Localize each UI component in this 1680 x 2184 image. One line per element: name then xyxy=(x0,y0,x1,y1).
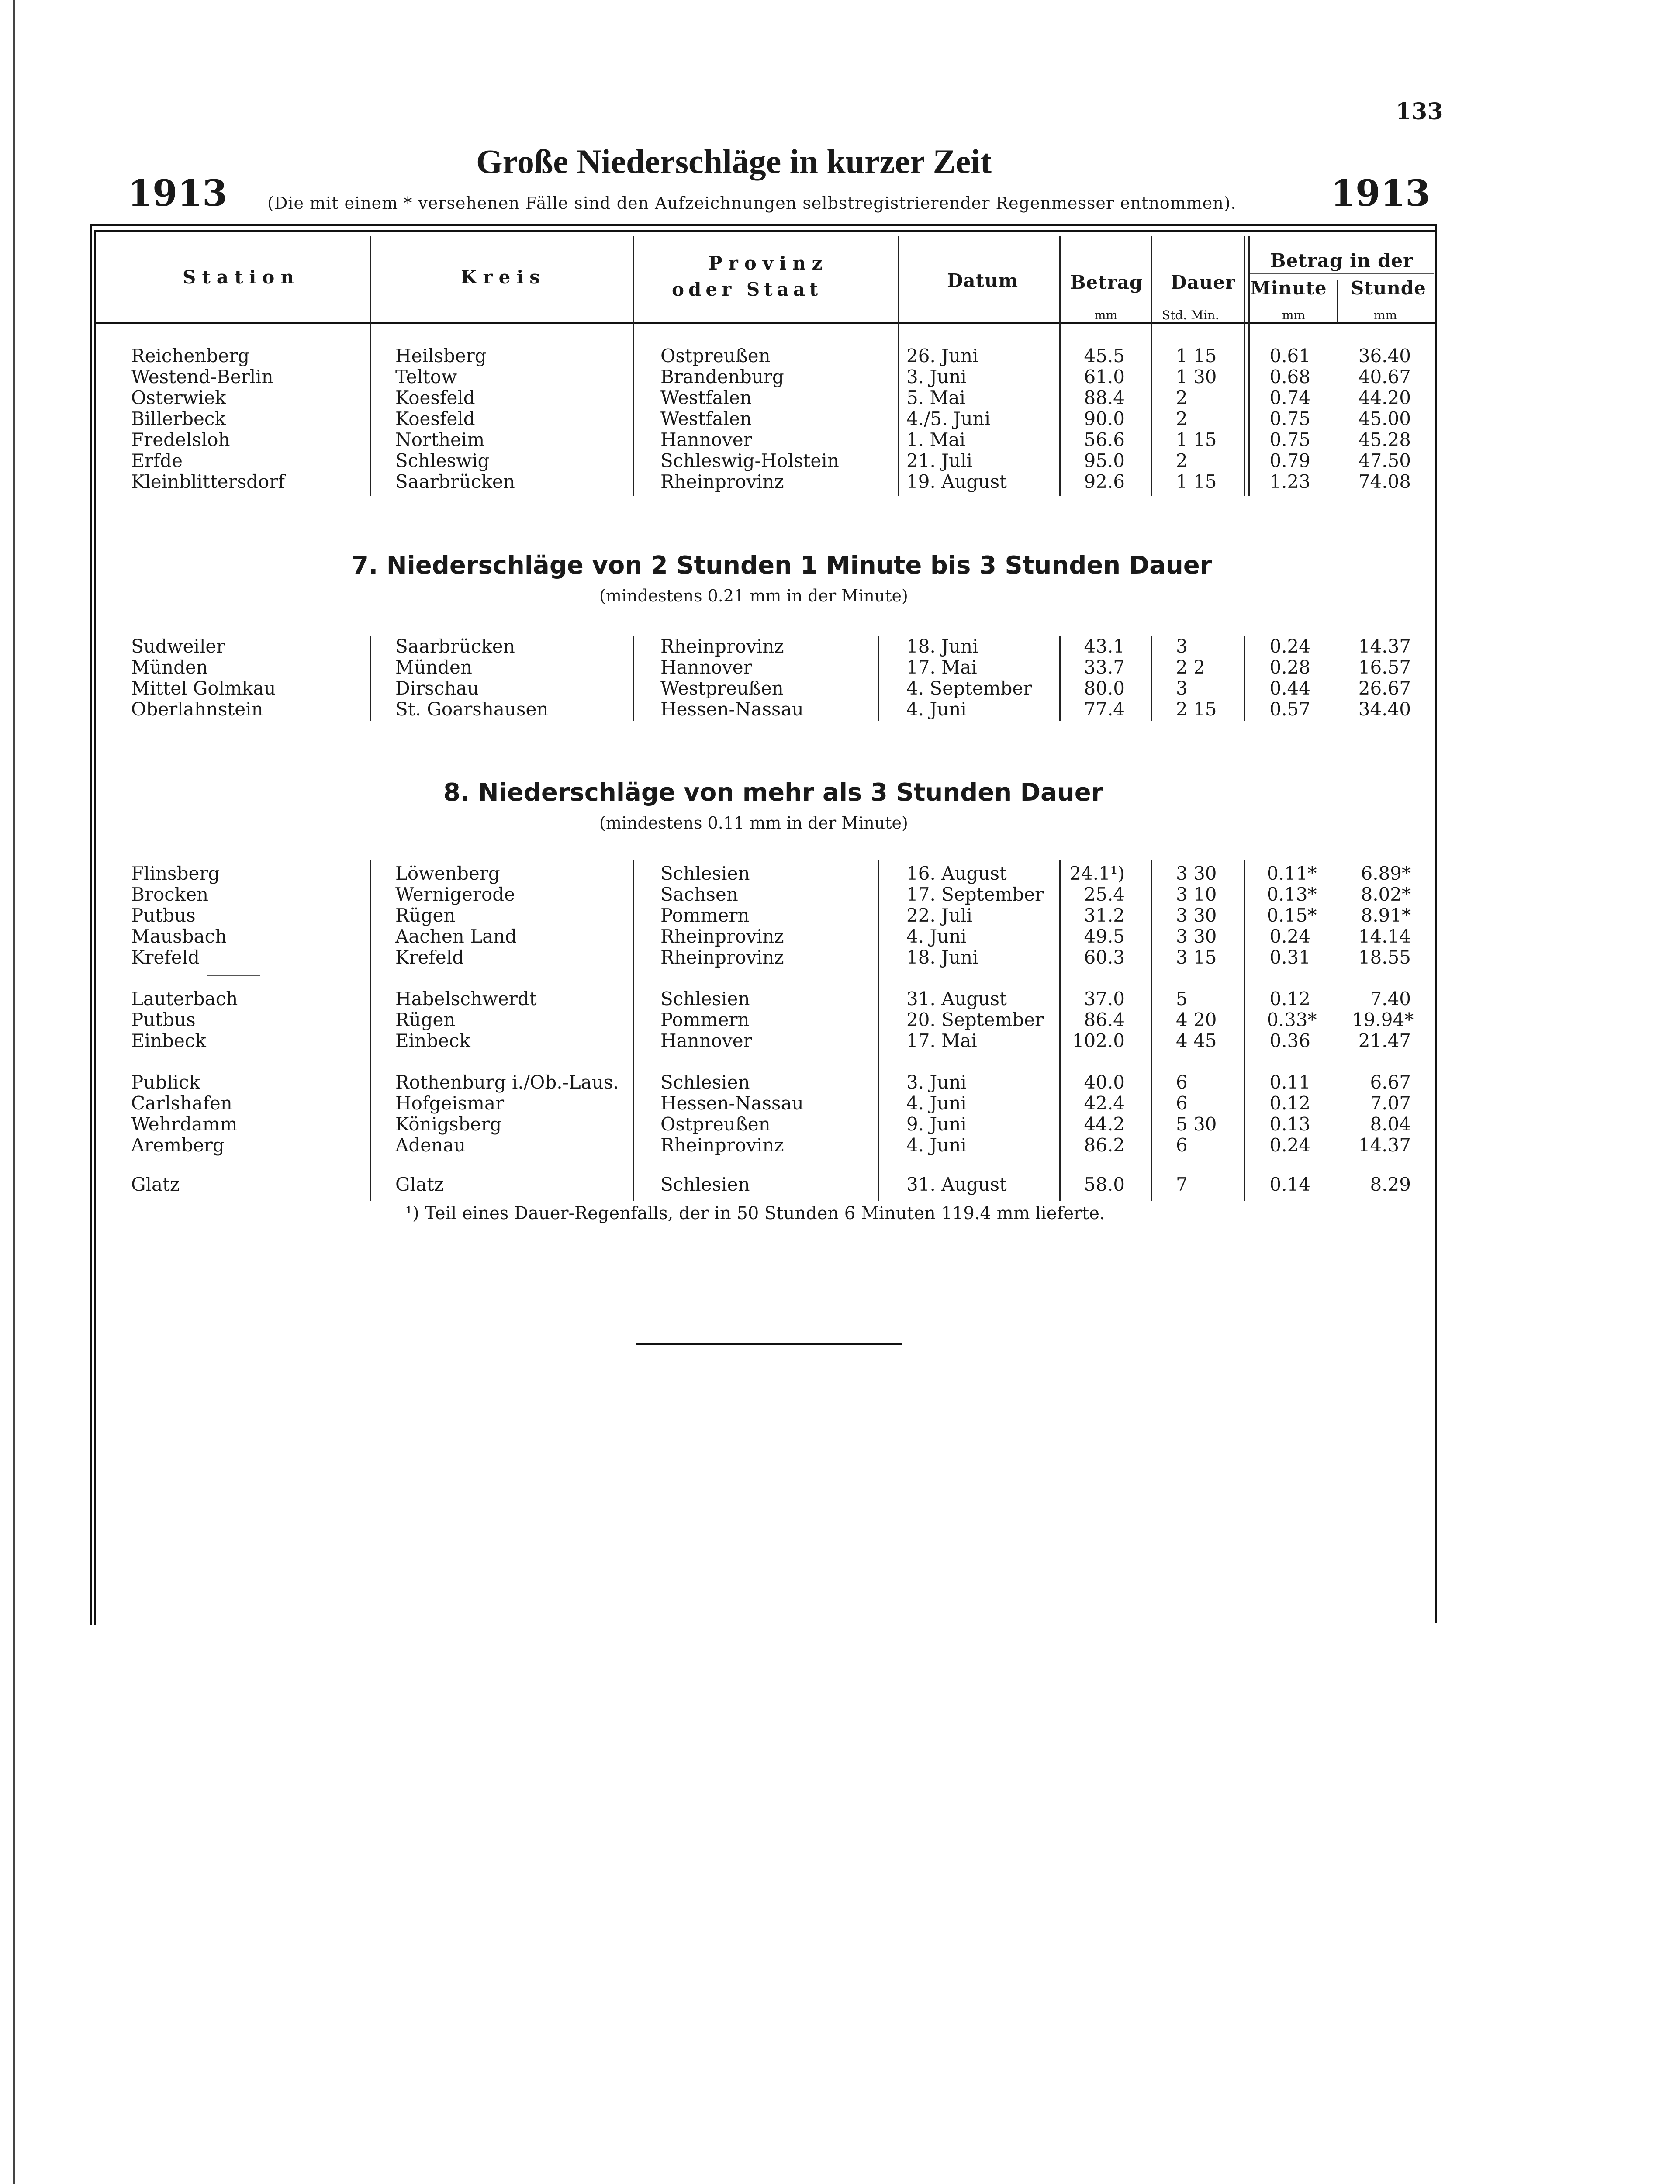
cell-dauer: 3 xyxy=(1176,677,1188,699)
cell-stunde: 7.07 xyxy=(1370,1092,1411,1114)
cell-station: Putbus xyxy=(131,1009,196,1030)
col-rule-dauer-a xyxy=(1244,236,1245,496)
cell-kreis: Schleswig xyxy=(395,450,490,471)
cell-kreis: Aachen Land xyxy=(395,926,517,947)
header-stunde-unit: mm xyxy=(1374,308,1397,322)
cell-minute: 0.11 xyxy=(1269,1071,1310,1093)
cell-kreis: Rügen xyxy=(395,1009,456,1030)
cell-provinz: Rheinprovinz xyxy=(660,636,784,657)
cell-datum: 9. Juni xyxy=(906,1113,967,1135)
cell-stunde: 7.40 xyxy=(1370,988,1411,1009)
cell-betrag: 44.2 xyxy=(1084,1113,1125,1135)
cell-dauer: 3 10 xyxy=(1176,884,1217,905)
header-dauer: Dauer xyxy=(1171,272,1236,293)
col-rule xyxy=(370,860,371,1201)
cell-stunde: 6.67 xyxy=(1370,1071,1411,1093)
cell-kreis: Koesfeld xyxy=(395,387,475,408)
col-rule xyxy=(1244,860,1245,1201)
end-rule xyxy=(636,1343,902,1345)
col-rule xyxy=(370,636,371,721)
cell-stunde: 8.02* xyxy=(1361,884,1411,905)
section-8-subtitle: (mindestens 0.11 mm in der Minute) xyxy=(599,813,908,833)
col-rule xyxy=(633,860,634,1201)
cell-kreis: Hofgeismar xyxy=(395,1092,505,1114)
cell-betrag: 31.2 xyxy=(1084,905,1125,926)
cell-kreis: Saarbrücken xyxy=(395,636,515,657)
cell-provinz: Westfalen xyxy=(660,387,752,408)
page-subtitle: (Die mit einem * versehenen Fälle sind den Aufzeichnungen selbstregistrierender Regenmesser entnommen). xyxy=(267,194,1237,213)
cell-provinz: Ostpreußen xyxy=(660,345,771,366)
cell-stunde: 8.04 xyxy=(1370,1113,1411,1135)
cell-stunde: 45.00 xyxy=(1358,408,1411,429)
header-stunde: Stunde xyxy=(1351,277,1426,299)
cell-provinz: Schlesien xyxy=(660,1174,750,1195)
cell-dauer: 1 15 xyxy=(1176,471,1217,492)
cell-datum: 17. September xyxy=(906,884,1044,905)
group-separator xyxy=(207,975,260,976)
header-betrag: Betrag xyxy=(1070,272,1143,293)
cell-kreis: Dirschau xyxy=(395,677,479,699)
cell-provinz: Westfalen xyxy=(660,408,752,429)
cell-provinz: Rheinprovinz xyxy=(660,1134,784,1156)
cell-dauer: 3 xyxy=(1176,636,1188,657)
cell-dauer: 1 30 xyxy=(1176,366,1217,387)
cell-station: Münden xyxy=(131,657,208,678)
cell-betrag: 43.1 xyxy=(1084,636,1125,657)
cell-datum: 4. Juni xyxy=(906,1134,967,1156)
cell-station: Kleinblittersdorf xyxy=(131,471,285,492)
cell-dauer: 5 xyxy=(1176,988,1188,1009)
cell-betrag: 45.5 xyxy=(1084,345,1125,366)
cell-stunde: 16.57 xyxy=(1358,657,1411,678)
cell-provinz: Westpreußen xyxy=(660,677,784,699)
cell-datum: 4./5. Juni xyxy=(906,408,991,429)
cell-provinz: Rheinprovinz xyxy=(660,926,784,947)
cell-betrag: 90.0 xyxy=(1084,408,1125,429)
cell-betrag: 86.4 xyxy=(1084,1009,1125,1030)
cell-station: Glatz xyxy=(131,1174,180,1195)
header-kreis: Kreis xyxy=(461,266,546,288)
cell-provinz: Sachsen xyxy=(660,884,738,905)
cell-kreis: Northeim xyxy=(395,429,485,450)
cell-station: Westend-Berlin xyxy=(131,366,273,387)
cell-dauer: 5 30 xyxy=(1176,1113,1217,1135)
page-title: Große Niederschläge in kurzer Zeit xyxy=(476,142,992,180)
cell-station: Erfde xyxy=(131,450,183,471)
cell-datum: 4. Juni xyxy=(906,1092,967,1114)
cell-stunde: 18.55 xyxy=(1358,947,1411,968)
table-top-rule-inner xyxy=(94,230,1437,232)
cell-datum: 16. August xyxy=(906,863,1007,884)
cell-dauer: 4 45 xyxy=(1176,1030,1217,1051)
cell-betrag: 88.4 xyxy=(1084,387,1125,408)
cell-station: Krefeld xyxy=(131,947,200,968)
cell-minute: 0.24 xyxy=(1269,636,1310,657)
table-top-rule xyxy=(90,224,1437,226)
col-rule-betrag xyxy=(1151,236,1152,496)
cell-dauer: 1 15 xyxy=(1176,345,1217,366)
cell-minute: 0.14 xyxy=(1269,1174,1310,1195)
cell-minute: 0.15* xyxy=(1267,905,1317,926)
cell-stunde: 34.40 xyxy=(1358,698,1411,720)
cell-minute: 0.28 xyxy=(1269,657,1310,678)
cell-minute: 0.24 xyxy=(1269,926,1310,947)
cell-provinz: Rheinprovinz xyxy=(660,471,784,492)
cell-kreis: Habelschwerdt xyxy=(395,988,537,1009)
cell-betrag: 37.0 xyxy=(1084,988,1125,1009)
cell-betrag: 25.4 xyxy=(1084,884,1125,905)
cell-dauer: 6 xyxy=(1176,1092,1188,1114)
cell-station: Mittel Golmkau xyxy=(131,677,276,699)
cell-station: Putbus xyxy=(131,905,196,926)
cell-minute: 0.11* xyxy=(1267,863,1317,884)
cell-provinz: Hannover xyxy=(660,657,752,678)
cell-stunde: 44.20 xyxy=(1358,387,1411,408)
cell-datum: 18. Juni xyxy=(906,947,978,968)
cell-minute: 0.13* xyxy=(1267,884,1317,905)
cell-dauer: 2 2 xyxy=(1176,657,1205,678)
cell-minute: 0.57 xyxy=(1269,698,1310,720)
cell-betrag: 42.4 xyxy=(1084,1092,1125,1114)
cell-dauer: 1 15 xyxy=(1176,429,1217,450)
cell-dauer: 2 xyxy=(1176,408,1188,429)
col-rule-kreis xyxy=(633,236,634,496)
cell-dauer: 2 15 xyxy=(1176,698,1217,720)
col-rule xyxy=(1244,636,1245,721)
col-rule-station xyxy=(370,236,371,496)
col-rule-provinz xyxy=(898,236,899,496)
cell-kreis: Einbeck xyxy=(395,1030,470,1051)
col-rule xyxy=(1151,860,1152,1201)
cell-dauer: 2 xyxy=(1176,450,1188,471)
cell-datum: 26. Juni xyxy=(906,345,978,366)
cell-betrag: 102.0 xyxy=(1072,1030,1125,1051)
cell-station: Flinsberg xyxy=(131,863,220,884)
cell-betrag: 61.0 xyxy=(1084,366,1125,387)
cell-station: Aremberg xyxy=(131,1134,225,1156)
cell-stunde: 14.37 xyxy=(1358,1134,1411,1156)
cell-kreis: Rügen xyxy=(395,905,456,926)
header-oder-staat: oder Staat xyxy=(672,279,823,300)
cell-stunde: 21.47 xyxy=(1358,1030,1411,1051)
cell-stunde: 26.67 xyxy=(1358,677,1411,699)
cell-minute: 0.36 xyxy=(1269,1030,1310,1051)
cell-provinz: Rheinprovinz xyxy=(660,947,784,968)
cell-stunde: 6.89* xyxy=(1361,863,1411,884)
cell-provinz: Hannover xyxy=(660,1030,752,1051)
cell-provinz: Brandenburg xyxy=(660,366,784,387)
cell-station: Billerbeck xyxy=(131,408,226,429)
cell-kreis: Krefeld xyxy=(395,947,464,968)
cell-kreis: St. Goarshausen xyxy=(395,698,549,720)
header-datum: Datum xyxy=(947,270,1019,291)
page-number: 133 xyxy=(1396,98,1443,125)
cell-datum: 19. August xyxy=(906,471,1007,492)
frame-right xyxy=(1435,225,1437,1623)
cell-kreis: Heilsberg xyxy=(395,345,487,366)
cell-kreis: Adenau xyxy=(395,1134,466,1156)
frame-left-outer xyxy=(90,225,92,1625)
cell-dauer: 4 20 xyxy=(1176,1009,1217,1030)
section-7-title: 7. Niederschläge von 2 Stunden 1 Minute bis 3 Stunden Dauer xyxy=(352,551,1212,580)
cell-minute: 0.12 xyxy=(1269,1092,1310,1114)
cell-betrag: 33.7 xyxy=(1084,657,1125,678)
cell-minute: 0.24 xyxy=(1269,1134,1310,1156)
cell-datum: 18. Juni xyxy=(906,636,978,657)
header-minute: Minute xyxy=(1250,277,1327,299)
cell-dauer: 3 15 xyxy=(1176,947,1217,968)
cell-datum: 5. Mai xyxy=(906,387,965,408)
year-right: 1913 xyxy=(1331,173,1431,214)
cell-stunde: 74.08 xyxy=(1358,471,1411,492)
cell-station: Lauterbach xyxy=(131,988,238,1009)
col-rule xyxy=(878,636,879,721)
cell-minute: 0.33* xyxy=(1267,1009,1317,1030)
cell-betrag: 86.2 xyxy=(1084,1134,1125,1156)
cell-datum: 17. Mai xyxy=(906,1030,977,1051)
year-left: 1913 xyxy=(128,173,228,214)
cell-minute: 0.75 xyxy=(1269,408,1310,429)
cell-datum: 4. September xyxy=(906,677,1032,699)
cell-dauer: 6 xyxy=(1176,1071,1188,1093)
header-provinz: Provinz xyxy=(709,252,829,274)
cell-datum: 21. Juli xyxy=(906,450,972,471)
header-minute-unit: mm xyxy=(1282,308,1306,322)
cell-kreis: Löwenberg xyxy=(395,863,500,884)
cell-stunde: 19.94* xyxy=(1352,1009,1414,1030)
cell-provinz: Schlesien xyxy=(660,988,750,1009)
cell-kreis: Glatz xyxy=(395,1174,444,1195)
cell-dauer: 2 xyxy=(1176,387,1188,408)
cell-minute: 0.31 xyxy=(1269,947,1310,968)
cell-kreis: Rothenburg i./Ob.-Laus. xyxy=(395,1071,619,1093)
header-bottom-rule xyxy=(94,322,1437,324)
cell-datum: 1. Mai xyxy=(906,429,965,450)
header-dauer-unit: Std. Min. xyxy=(1162,308,1219,322)
cell-betrag: 77.4 xyxy=(1084,698,1125,720)
col-rule xyxy=(878,860,879,1201)
cell-minute: 1.23 xyxy=(1269,471,1310,492)
cell-station: Mausbach xyxy=(131,926,227,947)
cell-station: Reichenberg xyxy=(131,345,250,366)
cell-station: Wehrdamm xyxy=(131,1113,238,1135)
cell-betrag: 95.0 xyxy=(1084,450,1125,471)
cell-provinz: Hessen-Nassau xyxy=(660,698,804,720)
footnote: ¹) Teil eines Dauer-Regenfalls, der in 50 Stunden 6 Minuten 119.4 mm lieferte. xyxy=(405,1203,1105,1223)
cell-datum: 4. Juni xyxy=(906,698,967,720)
cell-dauer: 3 30 xyxy=(1176,905,1217,926)
cell-dauer: 3 30 xyxy=(1176,863,1217,884)
cell-provinz: Schleswig-Holstein xyxy=(660,450,839,471)
cell-provinz: Pommern xyxy=(660,905,750,926)
cell-minute: 0.13 xyxy=(1269,1113,1310,1135)
col-rule xyxy=(1151,636,1152,721)
cell-datum: 17. Mai xyxy=(906,657,977,678)
cell-minute: 0.75 xyxy=(1269,429,1310,450)
cell-minute: 0.44 xyxy=(1269,677,1310,699)
cell-station: Osterwiek xyxy=(131,387,226,408)
col-rule xyxy=(633,636,634,721)
cell-stunde: 14.14 xyxy=(1358,926,1411,947)
cell-minute: 0.74 xyxy=(1269,387,1310,408)
frame-left-inner xyxy=(94,232,96,1625)
cell-station: Publick xyxy=(131,1071,200,1093)
cell-minute: 0.79 xyxy=(1269,450,1310,471)
cell-minute: 0.12 xyxy=(1269,988,1310,1009)
cell-datum: 20. September xyxy=(906,1009,1044,1030)
header-betrag-in-der: Betrag in der xyxy=(1270,250,1414,271)
cell-stunde: 40.67 xyxy=(1358,366,1411,387)
cell-dauer: 7 xyxy=(1176,1174,1188,1195)
cell-station: Oberlahnstein xyxy=(131,698,263,720)
cell-kreis: Saarbrücken xyxy=(395,471,515,492)
cell-provinz: Hessen-Nassau xyxy=(660,1092,804,1114)
cell-stunde: 47.50 xyxy=(1358,450,1411,471)
cell-betrag: 60.3 xyxy=(1084,947,1125,968)
cell-datum: 3. Juni xyxy=(906,366,967,387)
cell-station: Einbeck xyxy=(131,1030,206,1051)
cell-station: Sudweiler xyxy=(131,636,225,657)
cell-provinz: Schlesien xyxy=(660,863,750,884)
cell-datum: 31. August xyxy=(906,1174,1007,1195)
cell-kreis: Koesfeld xyxy=(395,408,475,429)
cell-kreis: Münden xyxy=(395,657,472,678)
cell-stunde: 8.91* xyxy=(1361,905,1411,926)
cell-provinz: Ostpreußen xyxy=(660,1113,771,1135)
cell-kreis: Wernigerode xyxy=(395,884,515,905)
cell-datum: 3. Juni xyxy=(906,1071,967,1093)
cell-provinz: Pommern xyxy=(660,1009,750,1030)
cell-stunde: 14.37 xyxy=(1358,636,1411,657)
section-7-subtitle: (mindestens 0.21 mm in der Minute) xyxy=(599,586,908,605)
cell-dauer: 3 30 xyxy=(1176,926,1217,947)
cell-datum: 22. Juli xyxy=(906,905,972,926)
cell-provinz: Hannover xyxy=(660,429,752,450)
cell-station: Brocken xyxy=(131,884,209,905)
cell-kreis: Königsberg xyxy=(395,1113,502,1135)
cell-betrag: 80.0 xyxy=(1084,677,1125,699)
cell-kreis: Teltow xyxy=(395,366,457,387)
header-station: Station xyxy=(183,266,300,288)
cell-station: Fredelsloh xyxy=(131,429,230,450)
cell-provinz: Schlesien xyxy=(660,1071,750,1093)
cell-station: Carlshafen xyxy=(131,1092,232,1114)
cell-minute: 0.61 xyxy=(1269,345,1310,366)
cell-betrag: 56.6 xyxy=(1084,429,1125,450)
section-8-title: 8. Niederschläge von mehr als 3 Stunden Dauer xyxy=(443,778,1103,807)
cell-stunde: 36.40 xyxy=(1358,345,1411,366)
col-rule-minute xyxy=(1337,280,1338,323)
cell-datum: 4. Juni xyxy=(906,926,967,947)
cell-betrag: 24.1¹) xyxy=(1069,863,1125,884)
cell-betrag: 40.0 xyxy=(1084,1071,1125,1093)
cell-datum: 31. August xyxy=(906,988,1007,1009)
cell-betrag: 49.5 xyxy=(1084,926,1125,947)
betrag-in-der-underline xyxy=(1250,273,1434,274)
col-rule-dauer-b xyxy=(1248,236,1250,496)
page-edge-line xyxy=(13,0,15,2184)
cell-betrag: 92.6 xyxy=(1084,471,1125,492)
cell-minute: 0.68 xyxy=(1269,366,1310,387)
cell-betrag: 58.0 xyxy=(1084,1174,1125,1195)
cell-dauer: 6 xyxy=(1176,1134,1188,1156)
cell-stunde: 45.28 xyxy=(1358,429,1411,450)
header-betrag-unit: mm xyxy=(1094,308,1118,322)
cell-stunde: 8.29 xyxy=(1370,1174,1411,1195)
